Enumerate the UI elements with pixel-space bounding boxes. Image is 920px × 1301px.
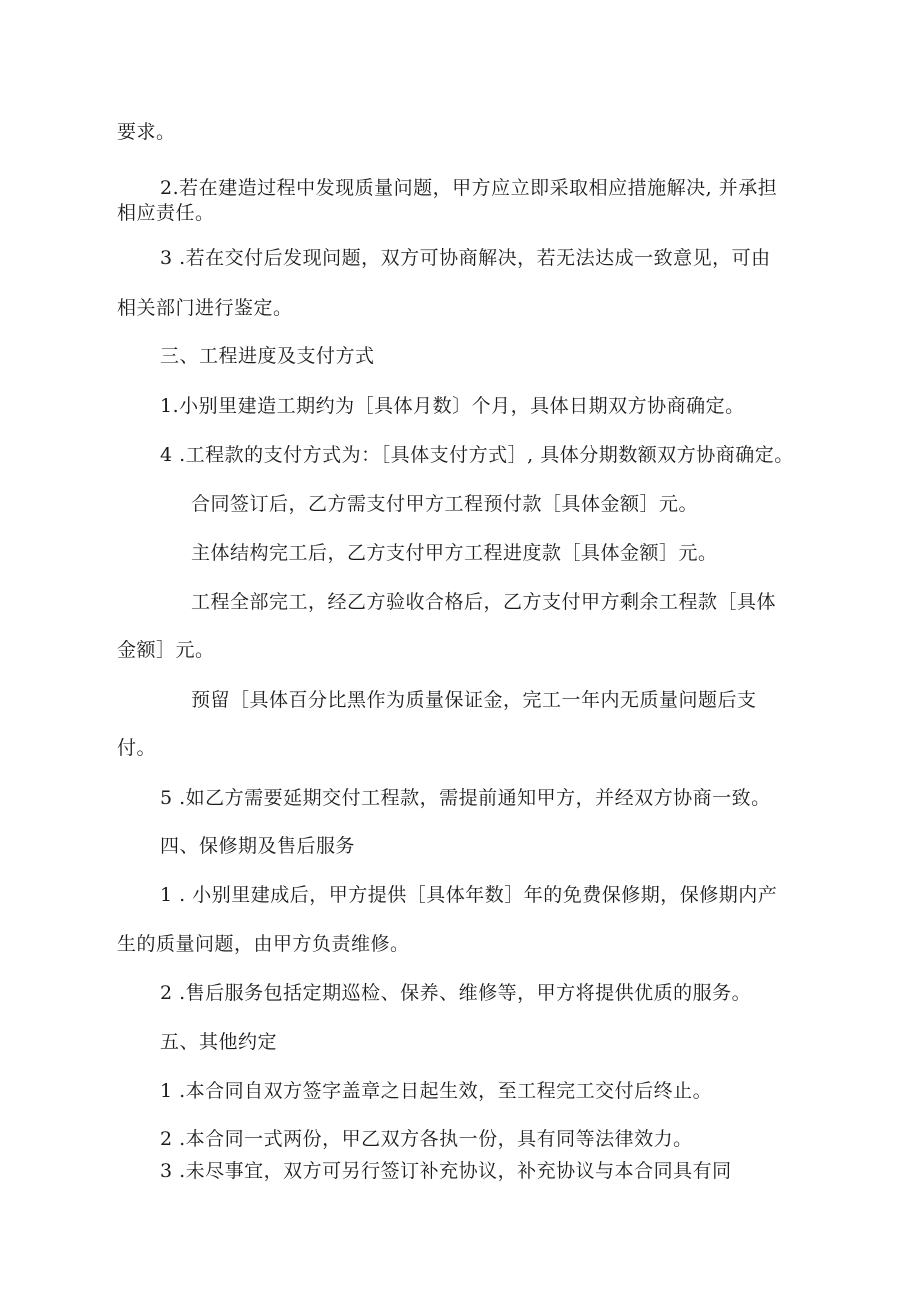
section-heading: 五、其他约定 <box>160 1031 278 1053</box>
text-line: 2.若在建造过程中发现质量问题，甲方应立即采取相应措施解决, 并承担 <box>160 177 778 199</box>
text-line: 1 .本合同自双方签字盖章之日起生效，至工程完工交付后终止。 <box>160 1080 713 1102</box>
text-line: 3 .若在交付后发现问题，双方可协商解决，若无法达成一致意见，可由 <box>160 247 771 269</box>
text-line: 5 .如乙方需要延期交付工程款，需提前通知甲方，并经双方协商一致。 <box>160 787 771 809</box>
text-line: 1 . 小别里建成后，甲方提供［具体年数］年的免费保修期，保修期内产 <box>160 884 778 906</box>
text-line: 付。 <box>117 737 157 759</box>
text-line: 主体结构完工后，乙方支付甲方工程进度款［具体金额］元。 <box>191 542 718 564</box>
text-line: 2 .本合同一式两份，甲乙双方各执一份，具有同等法律效力。 <box>160 1128 693 1150</box>
section-heading: 三、工程进度及支付方式 <box>160 345 375 367</box>
text-line: 相关部门进行鉴定。 <box>117 297 293 319</box>
text-line: 合同签订后，乙方需支付甲方工程预付款［具体金额］元。 <box>191 493 699 515</box>
text-line: 金额］元。 <box>117 639 215 661</box>
text-line: 1.小别里建造工期约为［具体月数〕个月，具体日期双方协商确定。 <box>160 395 745 417</box>
text-line: 4 .工程款的支付方式为：［具体支付方式］, 具体分期数额双方协商确定。 <box>160 444 794 466</box>
text-line: 工程全部完工，经乙方验收合格后，乙方支付甲方剩余工程款［具体 <box>191 591 777 613</box>
text-line: 预留［具体百分比黑作为质量保证金，完工一年内无质量问题后支 <box>191 689 757 711</box>
text-line: 生的质量问题，由甲方负责维修。 <box>117 933 410 955</box>
text-line: 2 .售后服务包括定期巡检、保养、维修等，甲方将提供优质的服务。 <box>160 982 752 1004</box>
section-heading: 四、保修期及售后服务 <box>160 835 356 857</box>
text-line: 相应责任。 <box>117 202 215 224</box>
text-line: 要求。 <box>117 121 176 143</box>
text-line: 3 .未尽事宜，双方可另行签订补充协议，补充协议与本合同具有同 <box>160 1160 732 1182</box>
